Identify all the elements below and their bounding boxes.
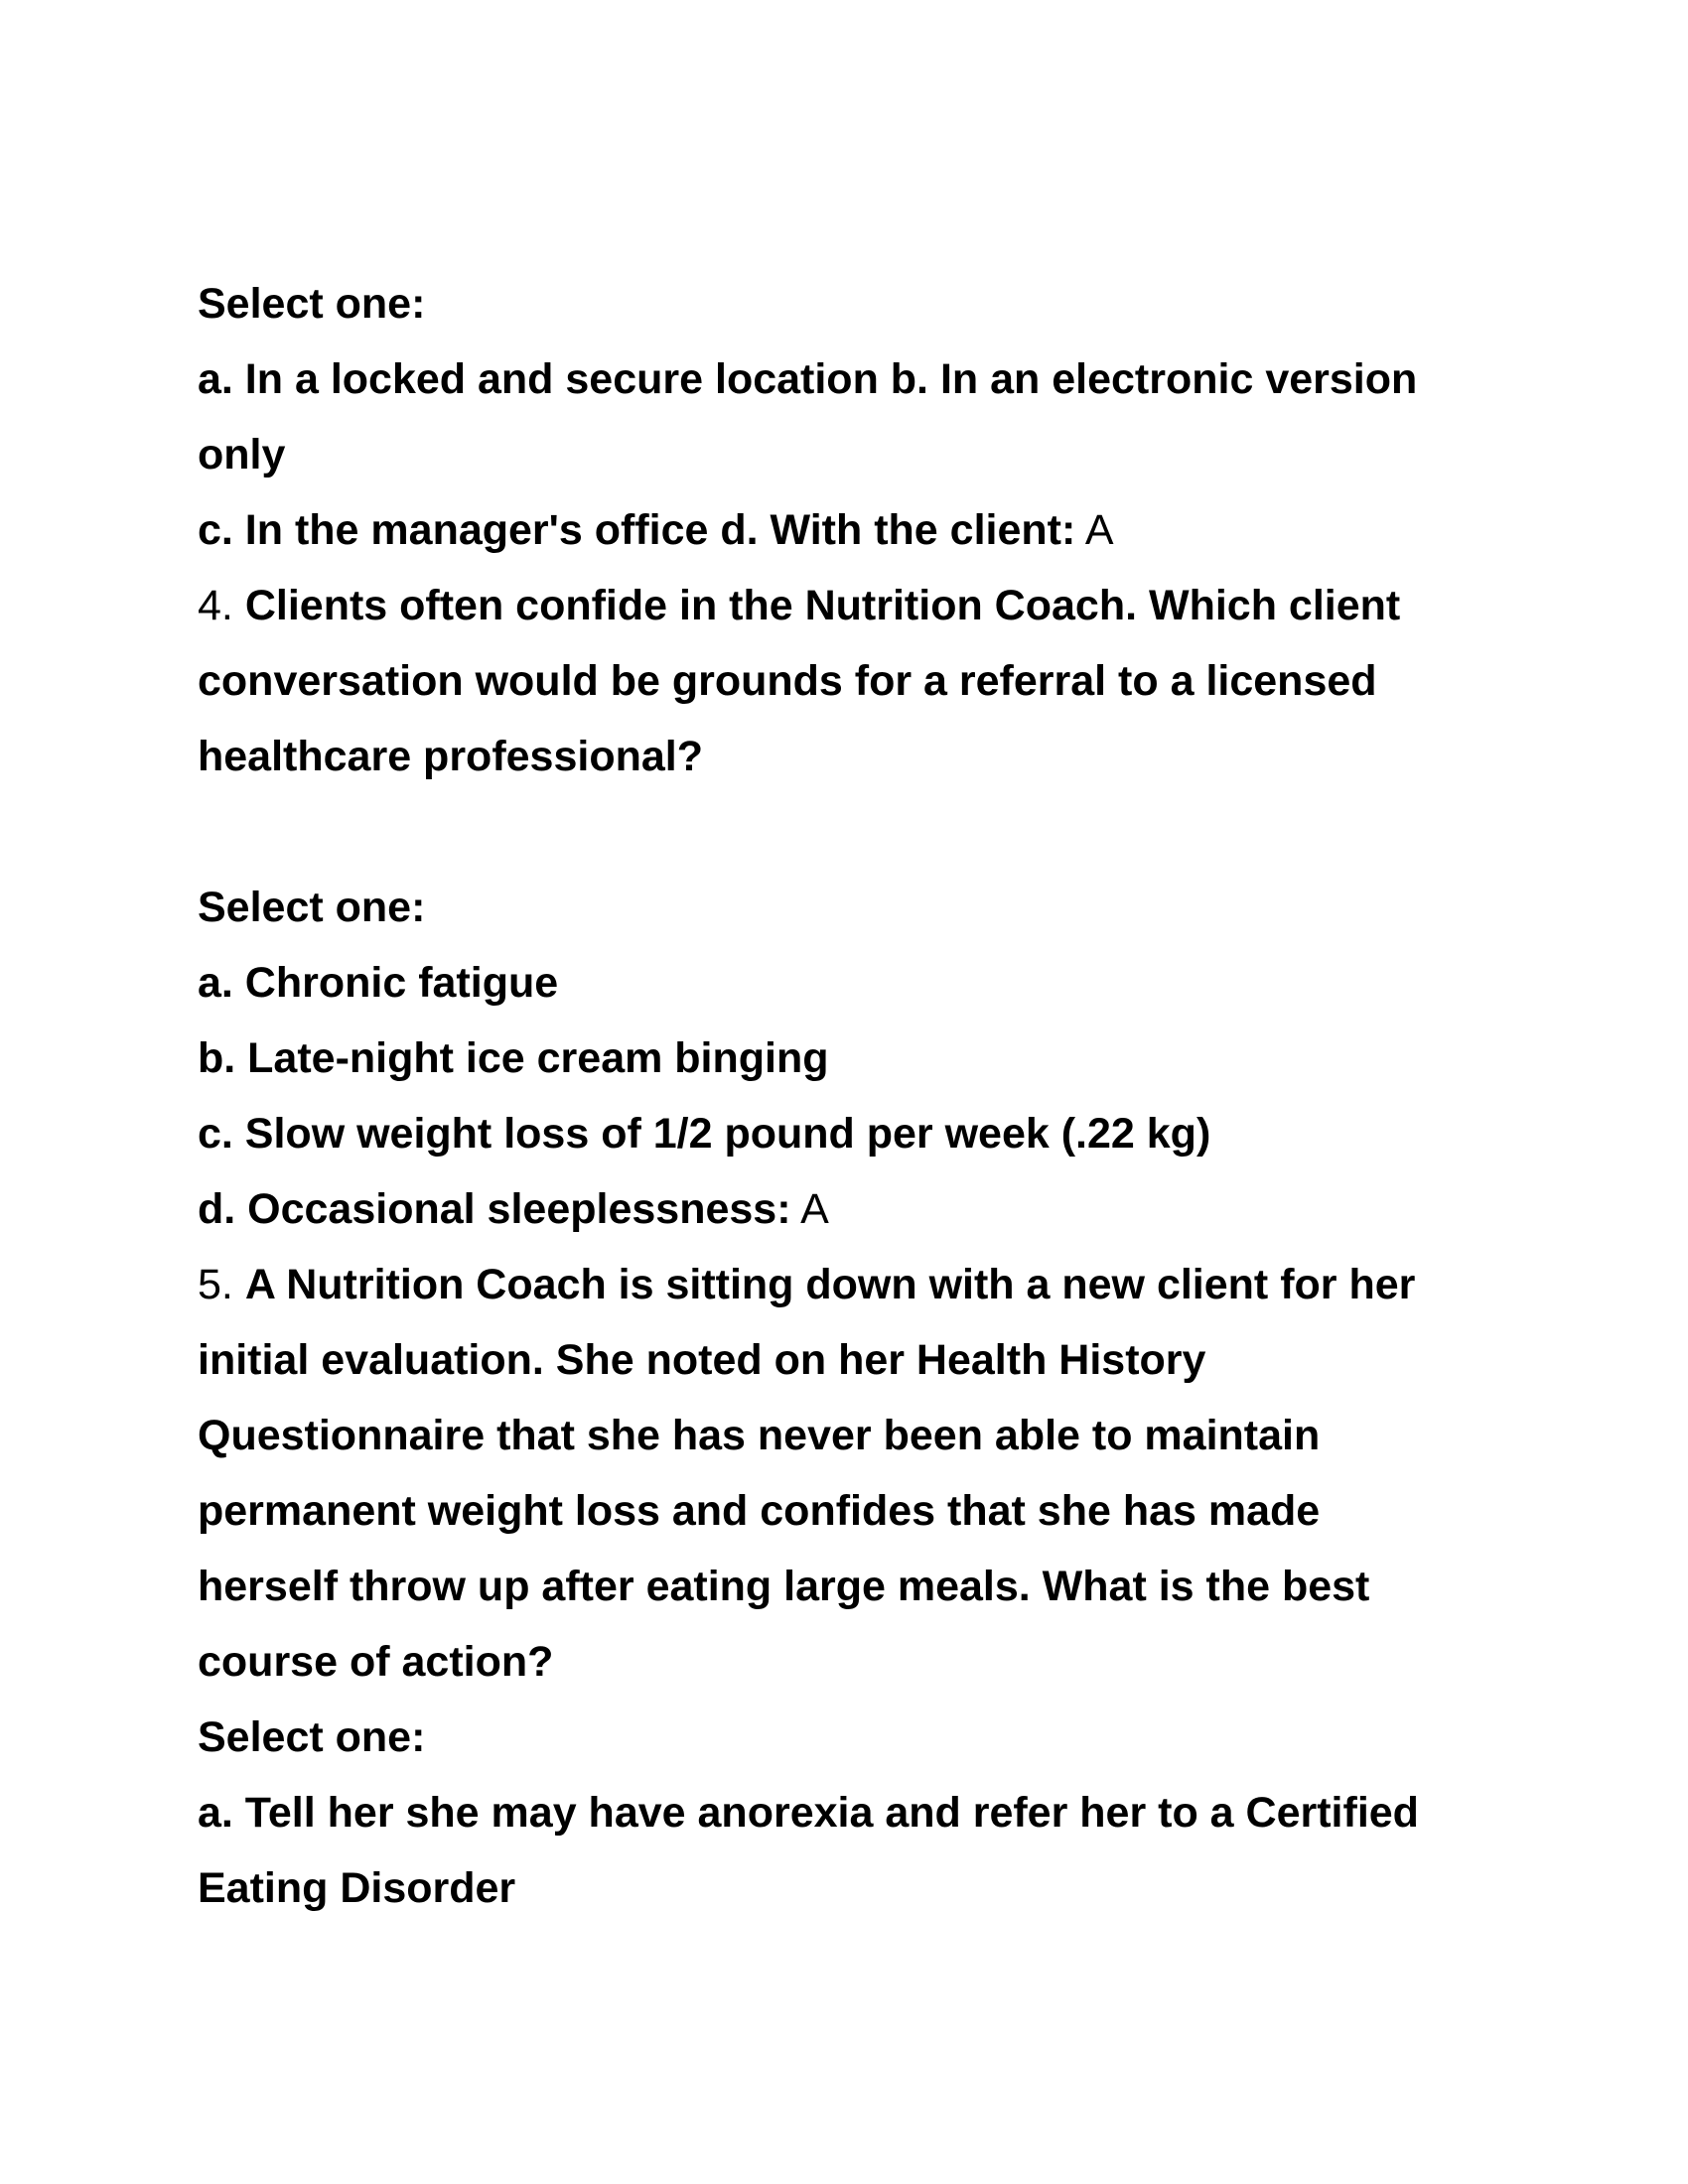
q4-option-b: b. Late-night ice cream binging (198, 1034, 829, 1082)
q3-options-line-1: a. In a locked and secure location b. In an electronic version (198, 355, 1418, 403)
select-one-label: Select one: (198, 280, 426, 328)
q5-option-a-line-1: a. Tell her she may have anorexia and refer her to a Certified (198, 1789, 1419, 1837)
q5-option-a-line-2: Eating Disorder (198, 1864, 516, 1912)
q3-option-text: c. In the manager's office d. With the client: (198, 506, 1076, 554)
q5-question-line-5: herself throw up after eating large meals. What is the best (198, 1563, 1370, 1610)
blank-spacer (198, 794, 1518, 870)
q4-option-a: a. Chronic fatigue (198, 959, 559, 1007)
q5-question-line-1 (198, 1247, 1518, 1322)
q4-question-line-1 (198, 568, 1518, 643)
q5-question-line-4: permanent weight loss and confides that she has made (198, 1487, 1321, 1535)
q4-question-text-1: Clients often confide in the Nutrition Coach. Which client (244, 582, 1401, 629)
q4-option-c: c. Slow weight loss of 1/2 pound per week (.22 kg) (198, 1110, 1211, 1158)
q4-question-line-2: conversation would be grounds for a referral to a licensed (198, 657, 1377, 705)
quiz-content (198, 266, 1518, 1926)
q5-question-line-6: course of action? (198, 1638, 554, 1686)
q5-question-line-2: initial evaluation. She noted on her Health History (198, 1336, 1206, 1384)
q4-answer: A (800, 1185, 829, 1233)
select-one-label: Select one: (198, 884, 426, 931)
q5-number: 5. (198, 1261, 233, 1308)
q3-options-line-2: only (198, 431, 286, 478)
q5-question-text-1: A Nutrition Coach is sitting down with a new client for her (244, 1261, 1416, 1308)
q5-question-line-3: Questionnaire that she has never been able to maintain (198, 1412, 1321, 1459)
q3-options-line-3 (198, 492, 1518, 568)
q4-question-line-3: healthcare professional? (198, 733, 703, 780)
q4-option-d-line (198, 1171, 1518, 1247)
select-one-label: Select one: (198, 1713, 426, 1761)
q4-number: 4. (198, 582, 233, 629)
q3-answer: A (1084, 506, 1114, 554)
q4-option-d: d. Occasional sleeplessness: (198, 1185, 791, 1233)
